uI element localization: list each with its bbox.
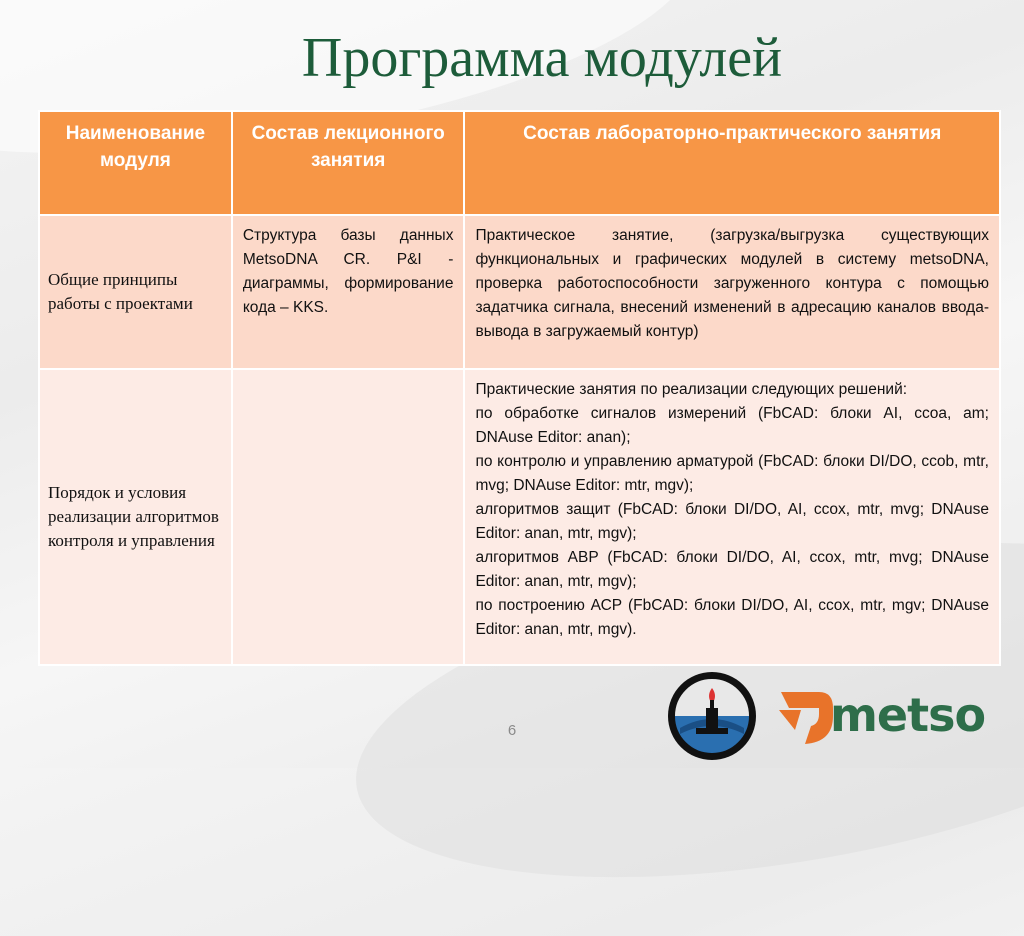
slide-title: Программа модулей <box>301 27 783 89</box>
university-emblem-icon <box>666 670 758 762</box>
practice-line: по построению АСР (FbCAD: блоки DI/DO, AI, ccox, mtr, mgv; DNAuse Editor: anan, mtr, mgv). <box>475 597 989 638</box>
practice-line: по контролю и управлению арматурой (FbCAD: блоки DI/DO, ccob, mtr, mvg; DNAuse Editor: mtr, mgv); <box>475 453 989 494</box>
header-lecture: Состав лекционного занятия <box>232 111 465 215</box>
practice-cell <box>464 215 1000 369</box>
practice-line: Практические занятия по реализации следующих решений: <box>475 381 908 398</box>
table-header-row <box>39 111 1000 215</box>
header-practice: Состав лабораторно-практического занятия <box>464 111 1000 215</box>
table-row <box>39 369 1000 665</box>
practice-line: Практическое занятие, (загрузка/выгрузка существующих функциональных и графических модулей в систему metsoDNA, проверка работоспособности загруженного контура с помощью задатчика сигнала, внесений изменений в адресацию каналов ввода-вывода в загружаемый контур) <box>475 227 989 340</box>
modules-table <box>38 110 1001 666</box>
practice-line: алгоритмов защит (FbCAD: блоки DI/DO, AI, ccox, mtr, mvg; DNAuse Editor: anan, mtr, mgv); <box>475 501 989 542</box>
lecture-cell <box>232 369 465 665</box>
lecture-cell: Структура базы данных MetsoDNA CR. P&I - диаграммы, формирование кода – KKS. <box>232 215 465 369</box>
practice-cell <box>464 369 1000 665</box>
header-module-name: Наименование модуля <box>39 111 232 215</box>
brand-name: metso <box>830 688 986 742</box>
practice-line: по обработке сигналов измерений (FbCAD: блоки AI, ccoa, am; DNAuse Editor: anan); <box>475 405 989 446</box>
module-name-cell: Общие принципы работы с проектами <box>39 215 232 369</box>
page-number: 6 <box>507 722 517 739</box>
module-name-cell: Порядок и условия реализации алгоритмов контроля и управления <box>39 369 232 665</box>
practice-line: алгоритмов АВР (FbCAD: блоки DI/DO, AI, ccox, mtr, mvg; DNAuse Editor: anan, mtr, mgv); <box>475 549 989 590</box>
table-row <box>39 215 1000 369</box>
